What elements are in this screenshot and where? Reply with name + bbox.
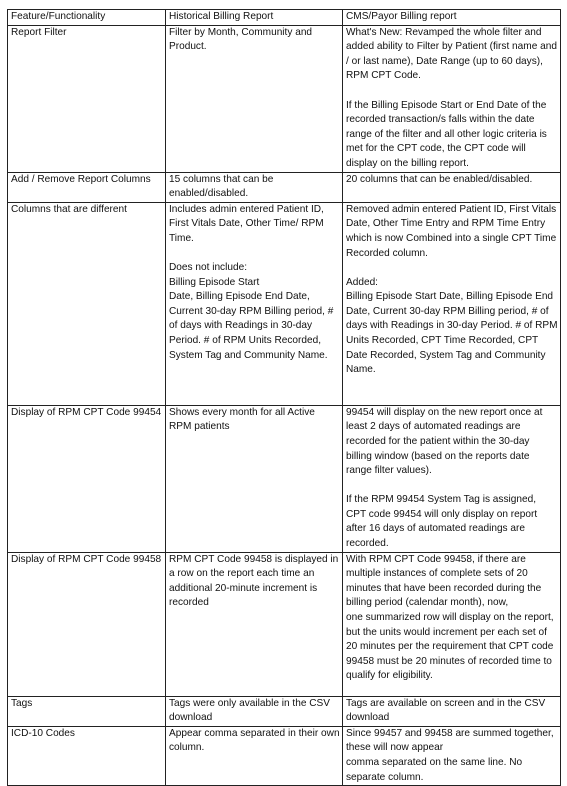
cms-paragraph: Added: [346,276,378,288]
cms-paragraph: If the Billing Episode Start or End Date of the recorded transaction/s falls within the date range of the filter and all other logic criteria is met for the CPT code, the CPT code will display on the billing report. [346,99,547,169]
table-row [8,726,561,785]
table-row [8,696,561,726]
cms-cell [343,25,561,172]
feature-cell-report-filter: Report Filter [8,25,166,172]
historical-cell [166,25,343,172]
header-cms: CMS/Payor Billing report [343,10,561,26]
historical-paragraph: RPM CPT Code 99458 is displayed in a row on the report each time an additional 20-minute increment is recorded [169,553,339,609]
historical-cell [166,696,343,726]
historical-cell [166,202,343,405]
comparison-table [7,9,561,786]
feature-cell-tags: Tags [8,696,166,726]
cms-paragraph: Billing Episode Start Date, Billing Episode End Date, Current 30-day RPM Billing period, # of days with Readings in 30-day Period. # of RPM Units Recorded, CPT Time Recorded, CPT Date Recorded, System Tag and Community Name. [346,291,558,376]
historical-cell [166,726,343,785]
historical-paragraph: Does not include: [169,262,247,274]
historical-cell [166,172,343,202]
cms-cell [343,405,561,552]
header-feature: Feature/Functionality [8,10,166,26]
historical-paragraph: Includes admin entered Patient ID, First Vitals Date, Other Time/ RPM Time. [169,203,324,244]
cms-paragraph: Since 99457 and 99458 are summed together, these will now appear [346,727,554,754]
feature-cell-display-of-rpm-cpt-code-99458: Display of RPM CPT Code 99458 [8,552,166,696]
cms-paragraph: comma separated on the same line. No separate column. [346,757,523,783]
historical-cell [166,552,343,696]
cms-paragraph: Tags are available on screen and in the CSV download [346,697,546,724]
cms-paragraph: Removed admin entered Patient ID, First Vitals Date, Other Time Entry and RPM Time Entry which is now Combined into a single CPT Time Recorded column. [346,203,557,259]
comparison-document [7,9,560,786]
cms-cell [343,202,561,405]
feature-cell-icd-10-codes: ICD-10 Codes [8,726,166,785]
table-row [8,552,561,696]
cms-paragraph: 20 columns that can be enabled/disabled. [346,173,533,185]
paragraph-gap [346,84,558,99]
cms-paragraph: With RPM CPT Code 99458, if there are multiple instances of complete sets of 20 minutes that have been recorded during the billing period (calendar month), now, [346,553,542,609]
cms-cell [343,696,561,726]
historical-paragraph: 15 columns that can be enabled/disabled. [169,173,274,200]
paragraph-gap [169,247,340,262]
historical-paragraph: Date, Billing Episode End Date, Current 30-day RPM Billing period, # of days with Readings in 30-day Period. # of RPM Units Recorded, System Tag and Community Name. [169,291,334,361]
feature-cell-display-of-rpm-cpt-code-99454: Display of RPM CPT Code 99454 [8,405,166,552]
historical-paragraph: Appear comma separated in their own column. [169,727,340,754]
cms-paragraph: What's New: Revamped the whole filter and added ability to Filter by Patient (first name and / or last name), Date Range (up to 60 days), RPM CPT Code. [346,26,557,82]
table-row [8,172,561,202]
cms-cell [343,172,561,202]
cms-paragraph: 99454 will display on the new report once at least 2 days of automated readings are recorded for the patient within the 30-day billing window (based on the reports date range filter values). [346,406,543,477]
historical-paragraph: Filter by Month, Community and Product. [169,26,313,53]
table-row [8,202,561,405]
cms-paragraph: If the RPM 99454 System Tag is assigned, CPT code 99454 will only display on report after 16 days of automated readings are recorded. [346,494,538,550]
header-historical: Historical Billing Report [166,10,343,26]
historical-paragraph: Shows every month for all Active RPM patients [169,406,315,433]
table-body [8,25,561,786]
feature-cell-columns-that-are-different: Columns that are different [8,202,166,405]
paragraph-gap [346,479,558,494]
table-row [8,25,561,172]
cms-cell [343,726,561,785]
header-row [8,10,561,26]
historical-paragraph: Tags were only available in the CSV download [169,697,331,724]
cms-cell [343,552,561,696]
feature-cell-add-remove-report-columns: Add / Remove Report Columns [8,172,166,202]
table-row [8,405,561,552]
cms-paragraph: one summarized row will display on the report, but the units would increment per each set of 20 minutes per the requirement that CPT code 99458 must be 20 minutes of recorded time to qualify for eligibility. [346,612,554,682]
paragraph-gap [346,261,558,276]
historical-paragraph: Billing Episode Start [169,276,260,288]
historical-cell [166,405,343,552]
